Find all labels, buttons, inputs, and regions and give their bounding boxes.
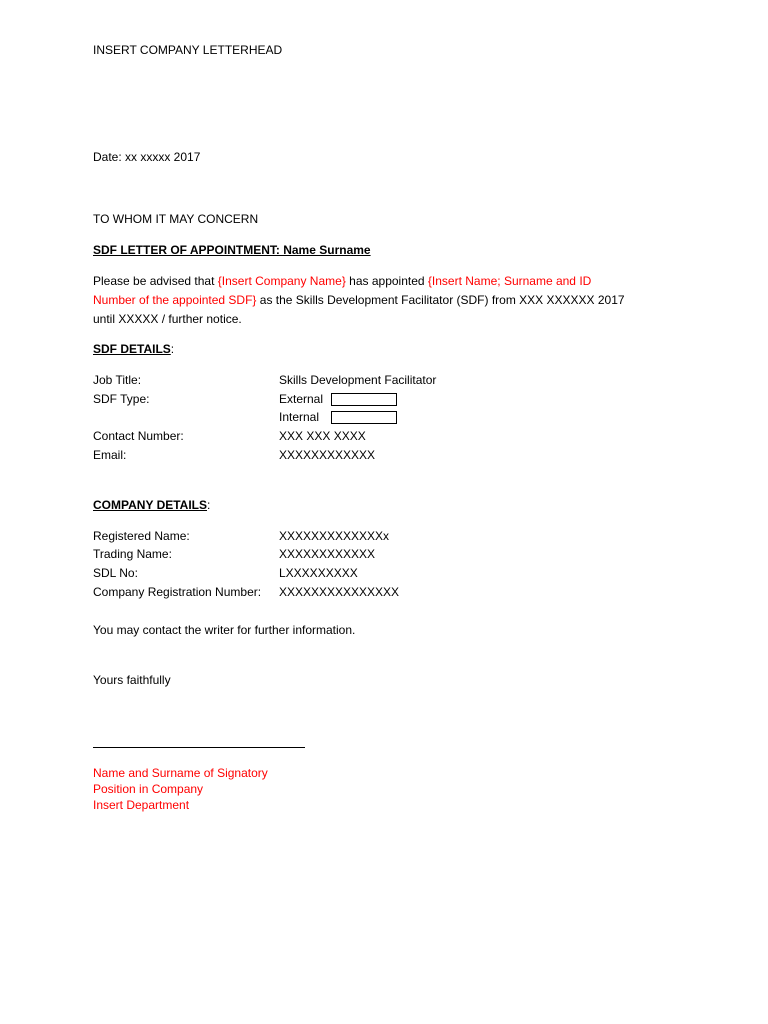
sdf-type-external-label: External [279,392,324,406]
registered-name-value: XXXXXXXXXXXXXx [279,529,390,543]
intro-line-2 [93,291,625,310]
signatory-position: Position in Company [93,782,204,796]
job-title-label: Job Title: [93,373,142,387]
placeholder-appointee-line1: {Insert Name; Surname and ID [427,274,592,288]
sdf-type-external-row [93,390,413,409]
intro-text-part3: as the Skills Development Facilitator (SDF) from XXX XXXXXX 2017 [256,293,625,307]
letter-title: SDF LETTER OF APPOINTMENT: Name Surname [93,243,371,257]
intro-line-3: until XXXXX / further notice. [93,312,242,326]
placeholder-company-name: {Insert Company Name} [217,274,346,288]
signature-line [93,747,305,748]
company-details-heading: COMPANY DETAILS [93,498,208,512]
salutation: TO WHOM IT MAY CONCERN [93,212,259,226]
email-value: XXXXXXXXXXXX [279,448,376,462]
letterhead-placeholder: INSERT COMPANY LETTERHEAD [93,43,283,57]
registration-number-label: Company Registration Number: [93,585,262,599]
company-details-heading-line [93,496,210,515]
intro-text-part2: has appointed [345,274,428,288]
registration-number-value: XXXXXXXXXXXXXXX [279,585,400,599]
internal-checkbox[interactable] [331,411,397,424]
registered-name-label: Registered Name: [93,529,190,543]
email-label: Email: [93,448,127,462]
signatory-name: Name and Surname of Signatory [93,766,268,780]
placeholder-appointee-line2: Number of the appointed SDF} [93,293,257,307]
external-checkbox[interactable] [331,393,397,406]
sdf-details-heading-line [93,340,174,359]
sdf-type-label: SDF Type: [93,392,150,406]
contact-number-value: XXX XXX XXXX [279,429,366,443]
sdl-number-label: SDL No: [93,566,138,580]
closing: Yours faithfully [93,673,171,687]
intro-text-part1: Please be advised that [93,274,218,288]
trading-name-value: XXXXXXXXXXXX [279,547,376,561]
sdf-details-heading: SDF DETAILS [93,342,171,356]
sdf-details-colon: : [170,342,175,356]
intro-line-1 [93,272,591,291]
company-details-colon: : [207,498,211,512]
sdf-type-internal-row [93,408,413,427]
job-title-value: Skills Development Facilitator [279,373,437,387]
signatory-department: Insert Department [93,798,190,812]
sdl-number-value: LXXXXXXXXX [279,566,358,580]
date-line: Date: xx xxxxx 2017 [93,150,201,164]
sdf-type-internal-label: Internal [279,410,320,424]
contact-number-label: Contact Number: [93,429,184,443]
contact-note: You may contact the writer for further information. [93,623,356,637]
trading-name-label: Trading Name: [93,547,172,561]
